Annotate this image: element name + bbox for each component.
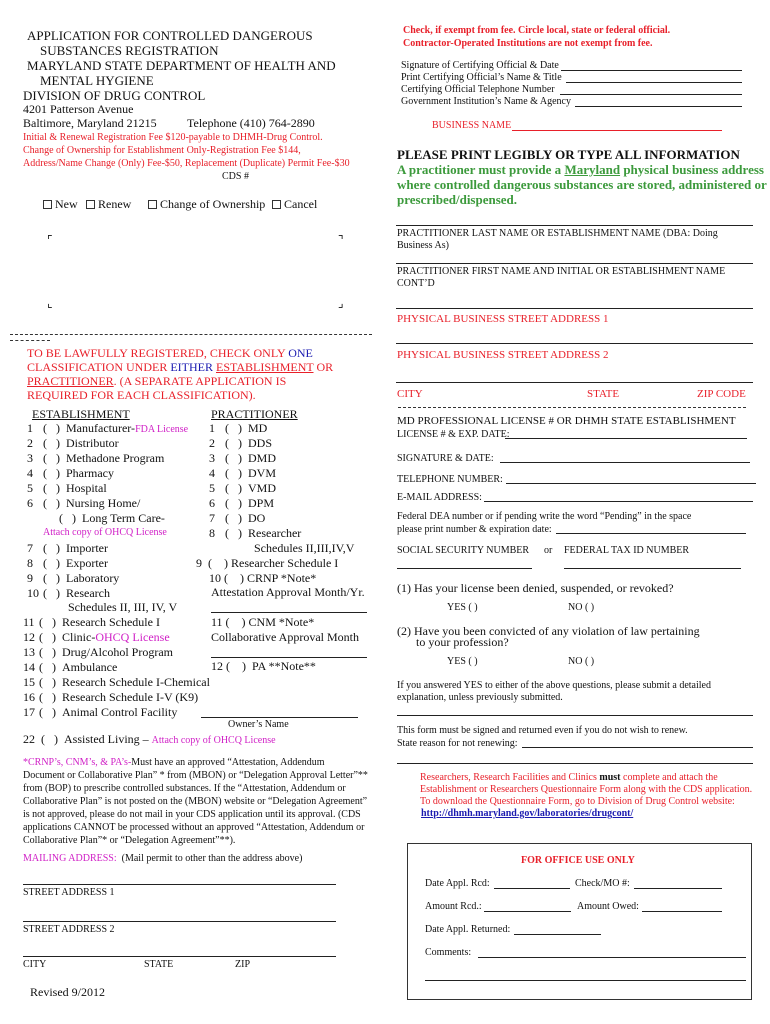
mail-zip-label: ZIP xyxy=(235,959,250,970)
telephone-label: TELEPHONE NUMBER: xyxy=(397,474,503,485)
class-line-3: PRACTITIONER. (A SEPARATE APPLICATION IS xyxy=(27,374,287,388)
questionnaire-link[interactable]: http://dhmh.maryland.gov/laboratories/drugcont/ xyxy=(421,808,634,819)
header-address: 4201 Patterson Avenue xyxy=(23,102,134,116)
cancel-checkbox[interactable]: Cancel xyxy=(272,197,317,212)
certifying-signature-line[interactable] xyxy=(561,70,742,71)
government-agency-label: Government Institution’s Name & Agency xyxy=(401,96,571,107)
dea-line[interactable] xyxy=(556,533,746,534)
establishment-item[interactable]: 2 ( ) Distributor xyxy=(27,436,119,450)
establishment-item[interactable]: 10 ( ) Research xyxy=(27,586,110,600)
address1-label: PHYSICAL BUSINESS STREET ADDRESS 1 xyxy=(397,313,609,325)
yes-note-2: explanation, unless previously submitted. xyxy=(397,692,563,703)
header-line-2: SUBSTANCES REGISTRATION xyxy=(40,43,219,58)
office-use-title: FOR OFFICE USE ONLY xyxy=(521,855,635,866)
date-returned-label: Date Appl. Returned: xyxy=(425,924,511,935)
mailing-label: MAILING ADDRESS: (Mail permit to other than the address above) xyxy=(23,853,303,864)
establishment-item[interactable]: 15 ( ) Research Schedule I-Chemical xyxy=(23,675,210,689)
header-line-1: APPLICATION FOR CONTROLLED DANGEROUS xyxy=(27,28,313,43)
license-label-1: MD PROFESSIONAL LICENSE # OR DHMH STATE ESTABLISHMENT xyxy=(397,415,736,427)
amount-owed-label: Amount Owed: xyxy=(577,901,639,912)
change-ownership-checkbox[interactable]: Change of Ownership xyxy=(148,197,265,212)
ssn-line[interactable] xyxy=(397,568,532,569)
business-name-label: BUSINESS NAME xyxy=(432,120,512,131)
header-line-5: DIVISION OF DRUG CONTROL xyxy=(23,88,206,103)
practitioner-item[interactable]: 5 ( ) VMD xyxy=(209,481,277,495)
ssn-label: SOCIAL SECURITY NUMBER xyxy=(397,545,530,556)
researcher-schedules: Schedules II,III,IV,V xyxy=(254,541,355,555)
check-mo-line[interactable] xyxy=(634,888,722,889)
practitioner-item[interactable]: 8 ( ) Researcher xyxy=(209,526,302,540)
amount-owed-line[interactable] xyxy=(642,911,722,912)
owner-name-label: Owner’s Name xyxy=(228,719,289,730)
certifying-name-line[interactable] xyxy=(566,82,742,83)
research-schedules: Schedules II, III, IV, V xyxy=(68,600,178,614)
signature-date-label: SIGNATURE & DATE: xyxy=(397,453,494,464)
question-2-yes[interactable]: YES ( ) xyxy=(447,656,478,667)
fee-line-1: Initial & Renewal Registration Fee $120-payable to DHMH-Drug Control. xyxy=(23,132,323,143)
collab-approval-label: Collaborative Approval Month xyxy=(211,630,359,644)
attestation-line[interactable] xyxy=(211,612,367,613)
date-returned-line[interactable] xyxy=(514,934,601,935)
tax-id-line[interactable] xyxy=(564,568,741,569)
first-name-label-1: PRACTITIONER FIRST NAME AND INITIAL OR ESTABLISHMENT NAME xyxy=(397,266,726,277)
note-line-0: *CRNP’s, CNM’s, & PA’s-Must have an approved “Attestation, Addendum xyxy=(23,757,325,768)
cds-number-label: CDS # xyxy=(222,171,249,182)
establishment-item[interactable]: 12 ( ) Clinic-OHCQ License xyxy=(23,630,170,644)
practitioner-item[interactable]: 2 ( ) DDS xyxy=(209,436,273,450)
email-line[interactable] xyxy=(484,501,753,502)
field-separator-top xyxy=(396,225,753,226)
mail-city-label: CITY xyxy=(23,959,47,970)
license-label-2: LICENSE # & EXP. DATE: xyxy=(397,429,510,440)
header-line-4: MENTAL HYGIENE xyxy=(40,73,154,88)
date-rcd-line[interactable] xyxy=(494,888,570,889)
researchers-line-1: Researchers, Research Facilities and Clinics must complete and attach the xyxy=(420,772,718,783)
renew-note-2: State reason for not renewing: xyxy=(397,738,518,749)
question-2-line-1: (2) Have you been convicted of any violation of law pertaining xyxy=(397,624,700,638)
last-name-line[interactable] xyxy=(396,263,753,264)
question-1: (1) Has your license been denied, suspended, or revoked? xyxy=(397,581,674,595)
zip-label: ZIP CODE xyxy=(697,388,746,400)
establishment-item[interactable]: 9 ( ) Laboratory xyxy=(27,571,120,585)
certifying-signature-label: Signature of Certifying Official & Date xyxy=(401,60,559,71)
or-label: or xyxy=(544,545,553,556)
address2-label: PHYSICAL BUSINESS STREET ADDRESS 2 xyxy=(397,349,609,361)
renew-reason-line-2[interactable] xyxy=(397,763,753,764)
practitioner-item[interactable]: 4 ( ) DVM xyxy=(209,466,277,480)
establishment-item[interactable]: 1 ( ) Manufacturer-FDA License xyxy=(27,421,189,435)
telephone-line[interactable] xyxy=(506,483,756,484)
amount-rcd-label: Amount Rcd.: xyxy=(425,901,482,912)
establishment-item[interactable]: 3 ( ) Methadone Program xyxy=(27,451,165,465)
city-state-zip-line[interactable] xyxy=(23,956,336,957)
state-label: STATE xyxy=(587,388,620,400)
yes-note-1: If you answered YES to either of the above questions, please submit a detailed xyxy=(397,680,711,691)
print-notice-line-1: A practitioner must provide a Maryland physical business address xyxy=(397,162,764,177)
license-line[interactable] xyxy=(505,438,747,439)
print-notice-line-2: where controlled dangerous substances are stored, administered or xyxy=(397,177,767,192)
fold-line-left xyxy=(10,334,372,335)
question-1-no[interactable]: NO ( ) xyxy=(568,602,595,613)
comments-line-2[interactable] xyxy=(425,980,746,981)
practitioner-item-9[interactable]: 9 ( ) Researcher Schedule I xyxy=(196,556,339,570)
ohcq-note: Attach copy of OHCQ License xyxy=(43,527,167,538)
establishment-item[interactable]: 5 ( ) Hospital xyxy=(27,481,107,495)
note-line-3: Collaborative Plan” is not posted on the (MBON) website or “Delegation Agreement” xyxy=(23,796,368,807)
establishment-item[interactable]: 11 ( ) Research Schedule I xyxy=(23,615,160,629)
government-agency-line[interactable] xyxy=(575,106,742,107)
note-line-1: Document or Collaborative Plan” * from (MBON) or “Delegation Approval Letter”** xyxy=(23,770,368,781)
class-line-2: CLASSIFICATION UNDER EITHER ESTABLISHMENT OR xyxy=(27,360,334,374)
establishment-item[interactable]: 17 ( ) Animal Control Facility xyxy=(23,705,178,719)
corner-mark-tr: ⌝ xyxy=(338,233,344,247)
practitioner-item[interactable]: 6 ( ) DPM xyxy=(209,496,275,510)
business-name-line[interactable] xyxy=(512,130,722,131)
practitioner-item-11[interactable]: 11 ( ) CNM *Note* xyxy=(211,615,315,629)
corner-mark-br: ⌟ xyxy=(338,296,344,310)
establishment-item[interactable]: 14 ( ) Ambulance xyxy=(23,660,118,674)
print-notice-line-3: prescribed/dispensed. xyxy=(397,192,518,207)
first-name-line[interactable] xyxy=(396,308,753,309)
establishment-item[interactable]: ( ) Long Term Care- xyxy=(59,511,165,525)
new-checkbox[interactable]: New xyxy=(43,197,78,212)
date-rcd-label: Date Appl. Rcd: xyxy=(425,878,490,889)
office-use-box xyxy=(407,843,752,1000)
establishment-item[interactable]: 4 ( ) Pharmacy xyxy=(27,466,114,480)
establishment-item[interactable]: 16 ( ) Research Schedule I-V (K9) xyxy=(23,690,199,704)
practitioner-item[interactable]: 3 ( ) DMD xyxy=(209,451,277,465)
header-line-3: MARYLAND STATE DEPARTMENT OF HEALTH AND xyxy=(27,58,336,73)
city-line[interactable] xyxy=(398,407,746,408)
address1-line[interactable] xyxy=(396,343,753,344)
revised-date: Revised 9/2012 xyxy=(30,985,105,999)
class-line-1: TO BE LAWFULLY REGISTERED, CHECK ONLY ONE xyxy=(27,346,313,360)
practitioner-item-10[interactable]: 10 ( ) CRNP *Note* xyxy=(209,571,317,585)
last-name-label-2: Business As) xyxy=(397,240,449,251)
establishment-item[interactable]: 6 ( ) Nursing Home/ xyxy=(27,496,141,510)
class-line-4: REQUIRED FOR EACH CLASSIFICATION). xyxy=(27,388,256,402)
check-mo-label: Check/MO #: xyxy=(575,878,630,889)
practitioner-item[interactable]: 7 ( ) DO xyxy=(209,511,266,525)
explanation-line[interactable] xyxy=(397,715,753,716)
question-2-no[interactable]: NO ( ) xyxy=(568,656,595,667)
corner-mark-tl: ⌜ xyxy=(47,233,53,247)
street1-label: STREET ADDRESS 1 xyxy=(23,887,115,898)
researchers-line-3: To download the Questionnaire Form, go to Division of Drug Control website: xyxy=(420,796,735,807)
establishment-heading: ESTABLISHMENT xyxy=(32,407,130,421)
city-label: CITY xyxy=(397,388,423,400)
street2-line[interactable] xyxy=(23,921,336,922)
comments-label: Comments: xyxy=(425,947,472,958)
establishment-item[interactable]: 13 ( ) Drug/Alcohol Program xyxy=(23,645,173,659)
note-line-2: from (BOP) to prescribe controlled substances. If the “Attestation, Addendum or xyxy=(23,783,346,794)
signature-date-line[interactable] xyxy=(500,462,750,463)
dea-label-2: please print number & expiration date: xyxy=(397,524,552,535)
question-1-yes[interactable]: YES ( ) xyxy=(447,602,478,613)
practitioner-heading: PRACTITIONER xyxy=(211,407,298,421)
fee-line-2: Change of Ownership for Establishment Only-Registration Fee $144, xyxy=(23,145,301,156)
certifying-phone-label: Certifying Official Telephone Number xyxy=(401,84,555,95)
note-line-4: is not approved, please do not mail in your CDS application until its approval. (CDS xyxy=(23,809,361,820)
renew-checkbox[interactable]: Renew xyxy=(86,197,131,212)
street2-label: STREET ADDRESS 2 xyxy=(23,924,115,935)
fee-line-3: Address/Name Change (Only) Fee-$50, Replacement (Duplicate) Permit Fee-$30 xyxy=(23,158,350,169)
fold-line-left-2 xyxy=(10,340,50,341)
header-city: Baltimore, Maryland 21215 xyxy=(23,116,157,130)
attestation-label: Attestation Approval Month/Yr. xyxy=(211,585,365,599)
renew-note-1: This form must be signed and returned even if you do not wish to renew. xyxy=(397,725,688,736)
print-notice-title: PLEASE PRINT LEGIBLY OR TYPE ALL INFORMATION xyxy=(397,147,740,162)
comments-line-1[interactable] xyxy=(478,957,746,958)
street1-line[interactable] xyxy=(23,884,336,885)
first-name-label-2: CONT’D xyxy=(397,278,435,289)
establishment-item[interactable]: 7 ( ) Importer xyxy=(27,541,108,555)
owner-name-line[interactable] xyxy=(201,717,358,718)
mail-state-label: STATE xyxy=(144,959,174,970)
tax-id-label: FEDERAL TAX ID NUMBER xyxy=(564,545,690,556)
researchers-line-2: Establishment or Researchers Questionnaire Form along with the CDS application. xyxy=(420,784,753,795)
assisted-living-item[interactable]: 22 ( ) Assisted Living – Attach copy of OHCQ License xyxy=(23,732,276,746)
note-line-6: Collaborative Plan”* or “Delegation Agreement”**). xyxy=(23,835,236,846)
practitioner-item-12[interactable]: 12 ( ) PA **Note** xyxy=(211,659,316,673)
dea-label-1: Federal DEA number or if pending write the word “Pending” in the space xyxy=(397,511,692,522)
establishment-item[interactable]: 8 ( ) Exporter xyxy=(27,556,108,570)
certifying-name-label: Print Certifying Official’s Name & Title xyxy=(401,72,562,83)
collab-approval-line[interactable] xyxy=(211,657,367,658)
exempt-line-1: Check, if exempt from fee. Circle local, state or federal official. xyxy=(403,25,671,36)
question-2-line-2: to your profession? xyxy=(416,635,509,649)
note-line-5: applications CANNOT be processed without an approved “Attestation, Addendum or xyxy=(23,822,365,833)
corner-mark-bl: ⌞ xyxy=(47,296,53,310)
practitioner-item[interactable]: 1 ( ) MD xyxy=(209,421,268,435)
address2-line[interactable] xyxy=(396,382,753,383)
header-telephone: Telephone (410) 764-2890 xyxy=(187,116,315,130)
renew-reason-line[interactable] xyxy=(522,747,753,748)
exempt-line-2: Contractor-Operated Institutions are not exempt from fee. xyxy=(403,38,653,49)
certifying-phone-line[interactable] xyxy=(560,94,742,95)
last-name-label-1: PRACTITIONER LAST NAME OR ESTABLISHMENT NAME (DBA: Doing xyxy=(397,228,718,239)
amount-rcd-line[interactable] xyxy=(484,911,571,912)
email-label: E-MAIL ADDRESS: xyxy=(397,492,482,503)
